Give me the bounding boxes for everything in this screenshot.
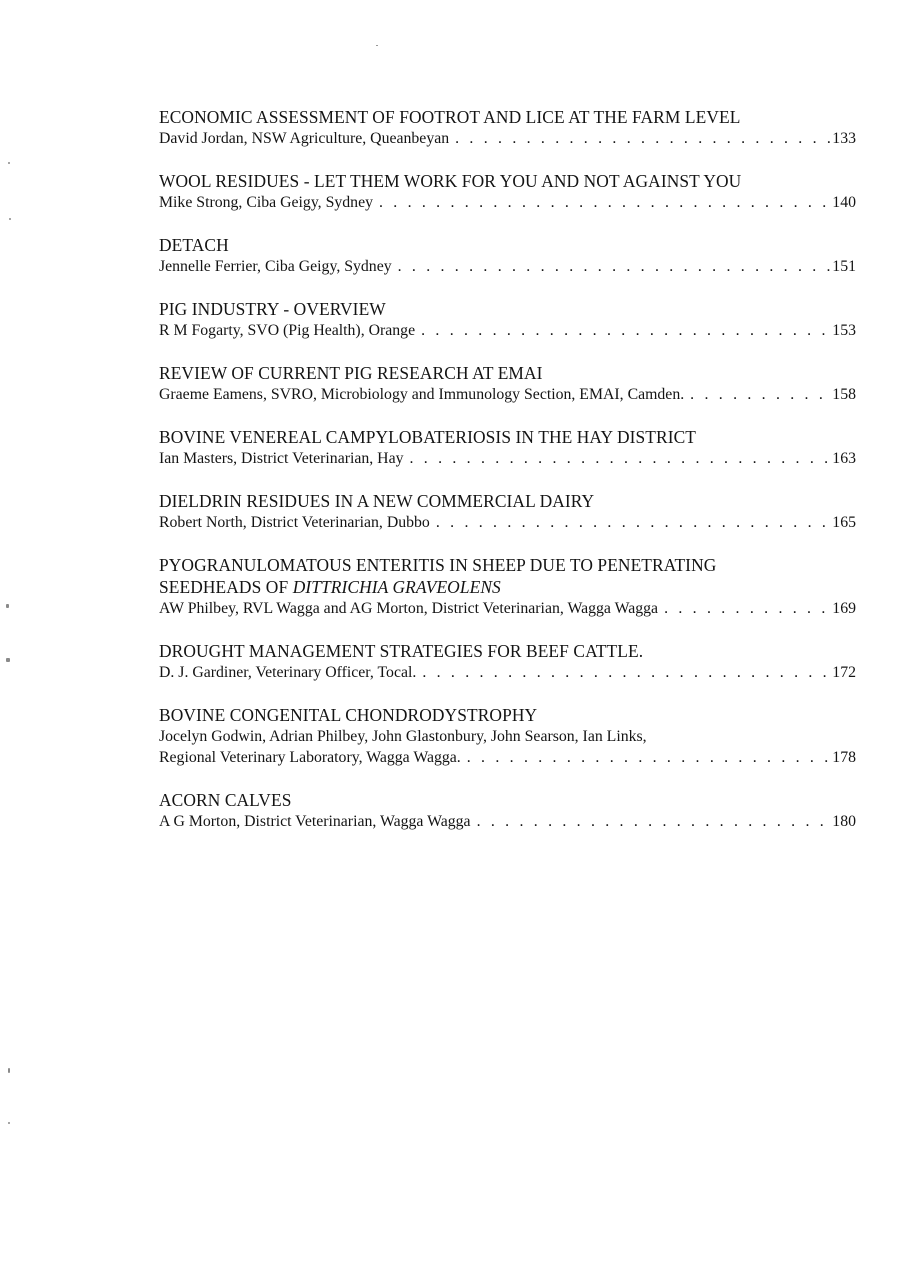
dot-leader (392, 256, 830, 277)
scan-speck (376, 45, 378, 46)
dot-leader (449, 128, 830, 149)
entry-title: PIG INDUSTRY - OVERVIEW (159, 299, 386, 319)
dot-leader (415, 320, 830, 341)
entry-page-number: 178 (832, 749, 856, 766)
entry-title-continued (159, 576, 856, 598)
entry-author-line (159, 256, 856, 277)
entry-authors-list: Jocelyn Godwin, Adrian Philbey, John Glastonbury, John Searson, Ian Links, (159, 728, 647, 745)
dot-leader (461, 747, 830, 768)
scan-speck (8, 1068, 10, 1073)
entry-author: Jennelle Ferrier, Ciba Geigy, Sydney (159, 258, 392, 275)
entry-title: DROUGHT MANAGEMENT STRATEGIES FOR BEEF CATTLE. (159, 641, 644, 661)
entry-title: ACORN CALVES (159, 790, 292, 810)
dot-leader (471, 811, 830, 832)
entry-author-line (159, 662, 856, 683)
dot-leader (658, 598, 830, 619)
entry-author-line (159, 192, 856, 213)
toc-entry (159, 640, 856, 683)
entry-author: Regional Veterinary Laboratory, Wagga Wagga. (159, 749, 461, 766)
species-name: DITTRICHIA GRAVEOLENS (292, 577, 501, 597)
toc-entry (159, 362, 856, 405)
entry-page-number: 180 (832, 813, 856, 830)
entry-title: DETACH (159, 235, 229, 255)
entry-author: David Jordan, NSW Agriculture, Queanbeyan (159, 130, 450, 147)
scan-speck (8, 1122, 10, 1124)
entry-author-line (159, 384, 856, 405)
toc-entry (159, 789, 856, 832)
entry-title: DIELDRIN RESIDUES IN A NEW COMMERCIAL DAIRY (159, 491, 595, 511)
entry-author-line (159, 448, 856, 469)
dot-leader (373, 192, 830, 213)
entry-author: R M Fogarty, SVO (Pig Health), Orange (159, 322, 416, 339)
toc-entry (159, 426, 856, 469)
entry-title: WOOL RESIDUES - LET THEM WORK FOR YOU AND NOT AGAINST YOU (159, 171, 742, 191)
entry-page-number: 153 (832, 322, 856, 339)
entry-author: Mike Strong, Ciba Geigy, Sydney (159, 194, 373, 211)
entry-page-number: 140 (832, 194, 856, 211)
scan-speck (6, 658, 10, 662)
entry-author-line (159, 598, 856, 619)
dot-leader (430, 512, 830, 533)
entry-author-line (159, 128, 856, 149)
dot-leader (684, 384, 830, 405)
dot-leader (416, 662, 830, 683)
entry-page-number: 133 (832, 130, 856, 147)
entry-title: REVIEW OF CURRENT PIG RESEARCH AT EMAI (159, 363, 543, 383)
toc-entry (159, 704, 856, 768)
entry-page-number: 151 (832, 258, 856, 275)
toc-entry (159, 170, 856, 213)
entry-author: AW Philbey, RVL Wagga and AG Morton, District Veterinarian, Wagga Wagga (159, 600, 659, 617)
scan-speck (6, 604, 9, 608)
entry-author: Robert North, District Veterinarian, Dubbo (159, 514, 430, 531)
entry-page-number: 165 (832, 514, 856, 531)
dot-leader (403, 448, 830, 469)
entry-page-number: 158 (832, 386, 856, 403)
scan-speck (9, 218, 11, 220)
entry-author-line (159, 747, 856, 768)
entry-page-number: 169 (832, 600, 856, 617)
entry-author: A G Morton, District Veterinarian, Wagga Wagga (159, 813, 471, 830)
entry-author: Graeme Eamens, SVRO, Microbiology and Immunology Section, EMAI, Camden. (159, 386, 685, 403)
entry-title: ECONOMIC ASSESSMENT OF FOOTROT AND LICE AT THE FARM LEVEL (159, 107, 741, 127)
entry-author: D. J. Gardiner, Veterinary Officer, Tocal. (159, 664, 417, 681)
entry-page-number: 163 (832, 450, 856, 467)
entry-author: Ian Masters, District Veterinarian, Hay (159, 450, 404, 467)
entry-title-line2: SEEDHEADS OF (159, 577, 289, 597)
entry-author-line (159, 512, 856, 533)
toc-entry (159, 106, 856, 149)
entry-author-line (159, 811, 856, 832)
scan-speck (8, 162, 10, 164)
entry-title: BOVINE VENEREAL CAMPYLOBATERIOSIS IN THE HAY DISTRICT (159, 427, 697, 447)
toc-entry (159, 554, 856, 619)
entry-title: PYOGRANULOMATOUS ENTERITIS IN SHEEP DUE TO PENETRATING (159, 555, 717, 575)
table-of-contents (159, 106, 856, 853)
toc-entry (159, 298, 856, 341)
entry-author-line (159, 320, 856, 341)
toc-entry (159, 234, 856, 277)
entry-title: BOVINE CONGENITAL CHONDRODYSTROPHY (159, 705, 538, 725)
entry-page-number: 172 (832, 664, 856, 681)
toc-entry (159, 490, 856, 533)
